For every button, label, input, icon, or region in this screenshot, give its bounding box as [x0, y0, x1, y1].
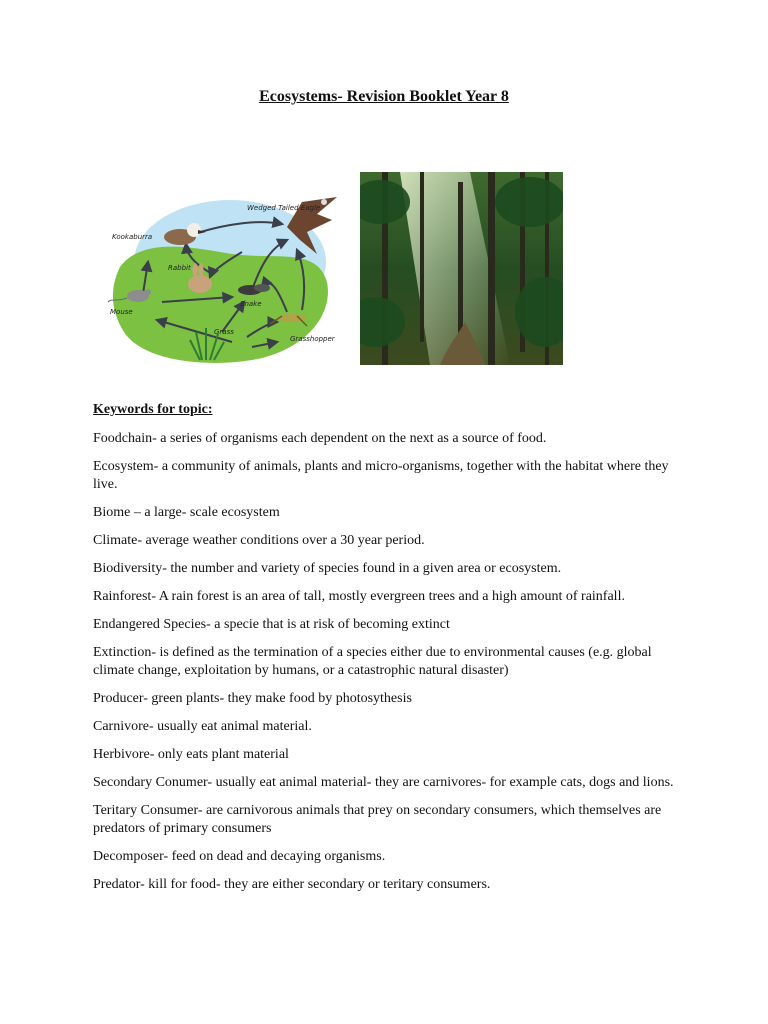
definition-producer: Producer- green plants- they make food by photosythesis — [93, 691, 412, 706]
snake-label: Snake — [240, 300, 262, 308]
rainforest-photo — [360, 172, 563, 365]
grasshopper-label: Grasshopper — [290, 335, 335, 343]
kookaburra-label: Kookaburra — [112, 233, 153, 241]
definitions-list — [93, 430, 693, 904]
definition-secondary-consumer: Secondary Conumer- usually eat animal material- they are carnivores- for example cats, dogs and lions. — [93, 775, 674, 790]
definition-tertiary-consumer: Teritary Consumer- are carnivorous animals that prey on secondary consumers, which themselves are predators of primary consumers — [93, 803, 662, 836]
land-background — [113, 247, 328, 363]
rabbit-label: Rabbit — [168, 264, 191, 272]
definition-biome: Biome – a large- scale ecosystem — [93, 505, 280, 520]
definition-decomposer: Decomposer- feed on dead and decaying organisms. — [93, 849, 386, 864]
definition-extinction: Extinction- is defined as the termination of a species either due to environmental causes (e.g. global climate change, exploitation by humans, or a catastrophic natural disaster) — [93, 645, 652, 678]
page-title: Ecosystems- Revision Booklet Year 8 — [259, 88, 509, 105]
eagle-label: Wedged Tailed Eagle — [247, 204, 321, 212]
definition-ecosystem: Ecosystem- a community of animals, plants and micro-organisms, together with the habitat where they live. — [93, 459, 669, 492]
definition-foodchain: Foodchain- a series of organisms each dependent on the next as a source of food. — [93, 431, 547, 446]
definition-climate: Climate- average weather conditions over a 30 year period. — [93, 533, 425, 548]
definition-biodiversity: Biodiversity- the number and variety of species found in a given area or ecosystem. — [93, 561, 562, 576]
keywords-heading: Keywords for topic: — [93, 402, 213, 417]
definition-carnivore: Carnivore- usually eat animal material. — [93, 719, 312, 734]
definition-endangered-species: Endangered Species- a specie that is at risk of becoming extinct — [93, 617, 450, 632]
definition-rainforest: Rainforest- A rain forest is an area of tall, mostly evergreen trees and a high amount of rainfall. — [93, 589, 625, 604]
definition-predator: Predator- kill for food- they are either secondary or teritary consumers. — [93, 877, 491, 892]
food-web-diagram — [102, 192, 348, 364]
mouse-label: Mouse — [110, 308, 133, 316]
grass-label: Grass — [214, 328, 234, 336]
definition-herbivore: Herbivore- only eats plant material — [93, 747, 289, 762]
